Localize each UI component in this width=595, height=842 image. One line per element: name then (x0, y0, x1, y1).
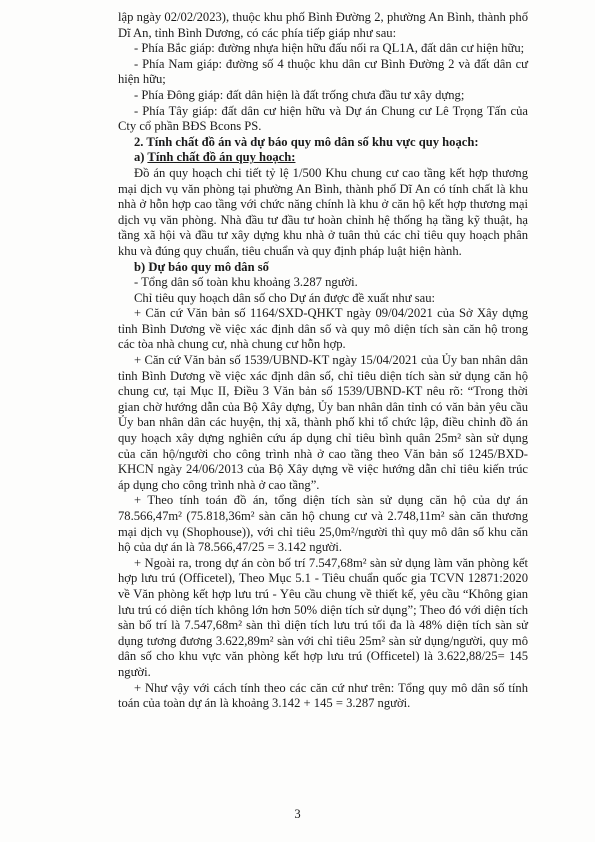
b-criteria-intro: Chỉ tiêu quy hoạch dân số cho Dự án được đề xuất như sau: (134, 290, 435, 305)
sub-b-heading: b) Dự báo quy mô dân số (134, 259, 269, 274)
b-calculation-officetel: + Ngoài ra, trong dự án còn bố trí 7.547,68m² sàn sử dụng làm văn phòng kết hợp lưu trú (Officetel), Theo Mục 5.1 - Tiêu chuẩn quốc gia TCVN 12871:2020 về Văn phòng kết hợp lưu trú - Yêu cầu chung về thiết kế, yêu cầu “Không gian lưu trú có diện tích không lớn hơn 50% diện tích sử dụng”; Theo đó với diện tích sàn bố trí là 7.547,68m² sàn thì diện tích lưu trú tối đa là 48% diện tích sàn sử dụng tương đương 3.622,89m² sàn với chỉ tiêu 25m² sàn sử dụng/người, quy mô dân số cho khu vực văn phòng kết hợp lưu trú (Officetel) là 3.622,88/25= 145 người. (118, 555, 528, 679)
paragraph-north: - Phía Bắc giáp: đường nhựa hiện hữu đấu nối ra QL1A, đất dân cư hiện hữu; (134, 41, 525, 56)
paragraph-location: lập ngày 02/02/2023), thuộc khu phố Bình Đường 2, phường An Bình, thành phố Dĩ An, tỉnh Bình Dương, có các phía tiếp giáp như sau: (118, 10, 528, 40)
page-content (118, 10, 528, 712)
b-basis-1539: + Căn cứ Văn bản số 1539/UBND-KT ngày 15/04/2021 của Ủy ban nhân dân tỉnh Bình Dương về việc xác định dân số, chỉ tiêu diện tích sàn sử dụng căn hộ chung cư, tại Mục II, Điều 3 Văn bản số 1539/UBND-KT nêu rõ: “Trong thời gian chờ hướng dẫn của Bộ Xây dựng, Ủy ban nhân dân tỉnh có văn bản yêu cầu Ủy ban nhân dân các huyện, thị xã, thành phố khi tổ chức lập, điều chỉnh đồ án quy hoạch xây dựng nghiên cứu áp dụng chỉ tiêu bình quân 25m² sàn sử dụng của căn hộ/người cho công trình nhà ở cao tầng theo Văn bản số 1245/BXD-KHCN ngày 24/06/2013 của Bộ Xây dựng về việc hướng dẫn chỉ tiêu kiến trúc áp dụng cho công trình nhà ở cao tầng”. (118, 353, 528, 492)
paragraph-south: - Phía Nam giáp: đường số 4 thuộc khu dân cư Bình Đường 2 và đất dân cư hiện hữu; (118, 56, 528, 87)
sub-a-prefix: a) (134, 150, 145, 165)
b-basis-1164: + Căn cứ Văn bản số 1164/SXD-QHKT ngày 09/04/2021 của Sở Xây dựng tỉnh Bình Dương về việc xác định dân số và quy mô diện tích sàn căn hộ trong các tòa nhà chung cư, nhà chung cư hỗn hợp. (118, 306, 528, 352)
paragraph-east: - Phía Đông giáp: đất dân hiện là đất trống chưa đầu tư xây dựng; (134, 87, 465, 102)
sub-a-heading (118, 150, 528, 166)
b-conclusion: + Như vậy với cách tính theo các căn cứ như trên: Tổng quy mô dân số tính toán của toàn dự án là khoảng 3.142 + 145 = 3.287 người. (118, 680, 528, 711)
sub-a-paragraph: Đồ án quy hoạch chi tiết tỷ lệ 1/500 Khu chung cư cao tầng kết hợp thương mại dịch vụ văn phòng tại phường An Bình, thành phố Dĩ An có tính chất là khu nhà ở hỗn hợp cao tầng với chức năng chính là khu ở căn hộ kết hợp thương mại dịch vụ văn phòng. Nhà đầu tư đầu tư hoàn chỉnh hệ thống hạ tầng kỹ thuật, hạ tầng xã hội và đầu tư xây dựng khu nhà ở tuân thủ các chỉ tiêu quy hoạch phân khu và đúng quy chuẩn, tiêu chuẩn và quy định pháp luật hiện hành. (118, 165, 528, 258)
b-total-population: - Tổng dân số toàn khu khoảng 3.287 người. (134, 275, 358, 290)
sub-a-title: Tính chất đồ án quy hoạch: (147, 150, 296, 165)
b-calculation-apartments: + Theo tính toán đồ án, tổng diện tích sàn sử dụng căn hộ của dự án 78.566,47m² (75.818,36m² sàn căn hộ chung cư và 2.748,11m² sàn căn thương mại dịch vụ (Shophouse)), với chỉ tiêu 25,0m²/người thì quy mô dân số khu căn hộ của dự án là 78.566,47/25 = 3.142 người. (118, 493, 528, 555)
page-number: 3 (294, 807, 301, 821)
paragraph-west: - Phía Tây giáp: đất dân cư hiện hữu và Dự án Chung cư Lê Trọng Tấn của Cty cổ phần BĐS Bcons PS. (118, 103, 528, 134)
section-2-heading: 2. Tính chất đồ án và dự báo quy mô dân số khu vực quy hoạch: (134, 134, 479, 149)
